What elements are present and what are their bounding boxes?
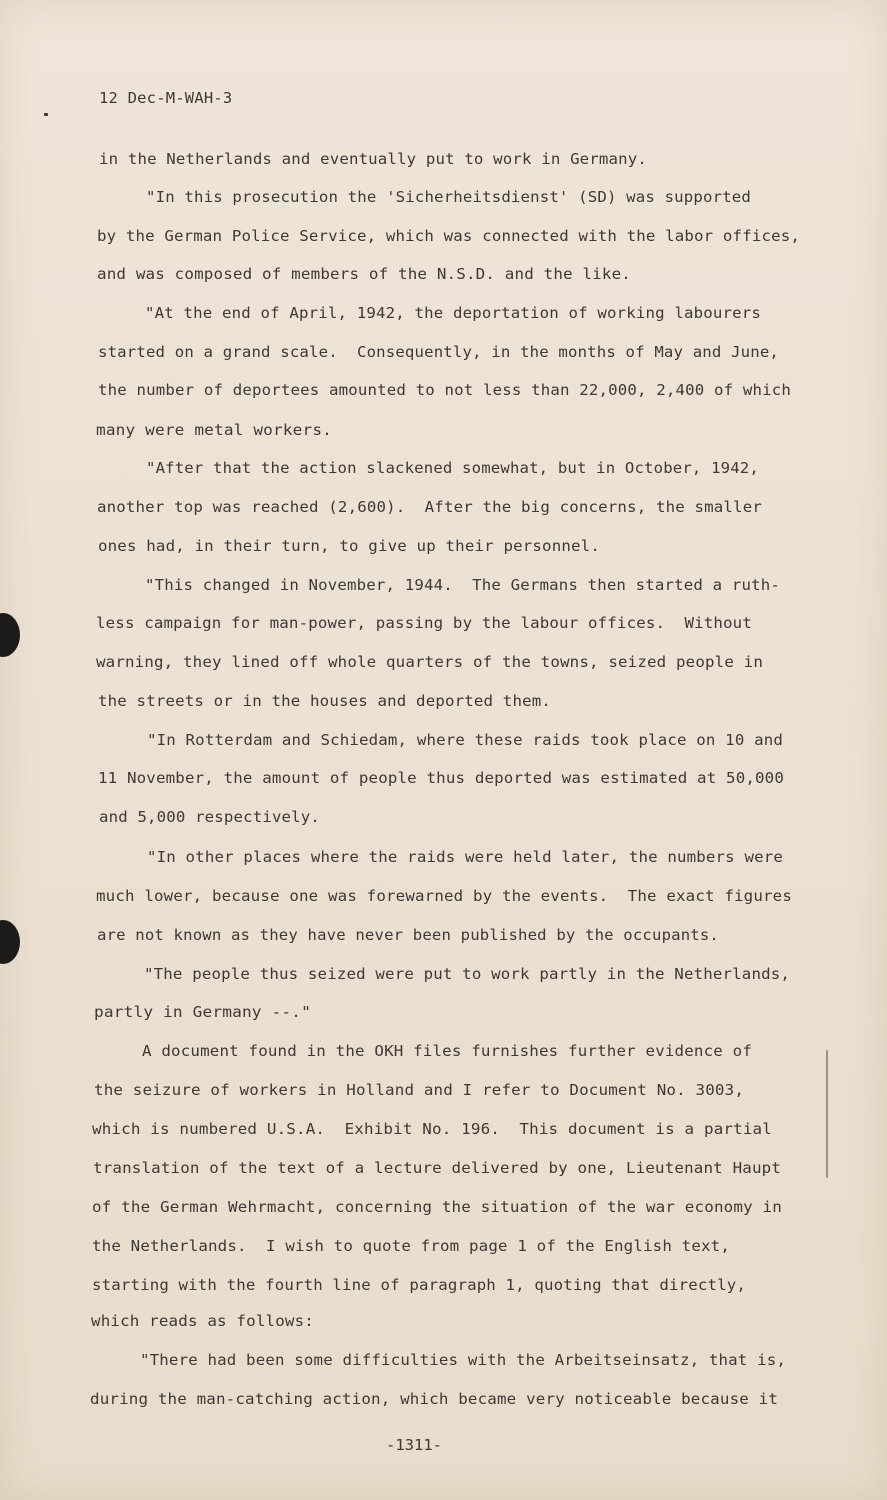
text-line-27: translation of the text of a lecture delivered by one, Lieutenant Haupt xyxy=(93,1159,782,1177)
text-line-26: which is numbered U.S.A. Exhibit No. 196. This document is a partial xyxy=(92,1120,772,1138)
text-line-1: in the Netherlands and eventually put to work in Germany. xyxy=(99,150,647,168)
text-line-20: much lower, because one was forewarned by the events. The exact figures xyxy=(96,887,793,905)
text-line-15: the streets or in the houses and deported them. xyxy=(98,692,552,710)
text-line-16: "In Rotterdam and Schiedam, where these raids took place on 10 and xyxy=(147,731,784,749)
text-line-8: many were metal workers. xyxy=(96,421,332,439)
text-line-25: the seizure of workers in Holland and I refer to Document No. 3003, xyxy=(94,1081,745,1099)
page-number: -1311- xyxy=(386,1436,442,1454)
punch-hole-upper xyxy=(0,613,20,657)
punch-hole-lower xyxy=(0,920,20,964)
text-line-9: "After that the action slackened somewhat, but in October, 1942, xyxy=(146,459,759,477)
margin-pencil-mark xyxy=(826,1050,828,1178)
text-line-32: "There had been some difficulties with the Arbeitseinsatz, that is, xyxy=(140,1351,787,1369)
margin-speck xyxy=(44,113,48,116)
text-line-11: ones had, in their turn, to give up their personnel. xyxy=(98,537,600,555)
text-line-13: less campaign for man-power, passing by the labour offices. Without xyxy=(96,614,752,632)
text-line-18: and 5,000 respectively. xyxy=(99,808,320,826)
text-line-30: starting with the fourth line of paragraph 1, quoting that directly, xyxy=(92,1276,746,1294)
text-line-31: which reads as follows: xyxy=(91,1312,315,1330)
text-line-21: are not known as they have never been published by the occupants. xyxy=(97,926,719,944)
text-line-23: partly in Germany --." xyxy=(94,1003,311,1021)
text-line-17: 11 November, the amount of people thus deported was estimated at 50,000 xyxy=(98,769,785,787)
text-line-14: warning, they lined off whole quarters of the towns, seized people in xyxy=(96,653,764,671)
text-line-10: another top was reached (2,600). After the big concerns, the smaller xyxy=(97,498,762,516)
text-line-33: during the man-catching action, which became very noticeable because it xyxy=(90,1390,779,1408)
text-line-6: started on a grand scale. Consequently, in the months of May and June, xyxy=(98,343,780,361)
text-line-24: A document found in the OKH files furnishes further evidence of xyxy=(142,1042,753,1060)
text-line-4: and was composed of members of the N.S.D. and the like. xyxy=(97,265,632,283)
text-line-22: "The people thus seized were put to work partly in the Netherlands, xyxy=(144,965,791,983)
text-line-2: "In this prosecution the 'Sicherheitsdienst' (SD) was supported xyxy=(146,188,752,206)
text-line-12: "This changed in November, 1944. The Germans then started a ruth- xyxy=(145,576,781,594)
text-line-7: the number of deportees amounted to not less than 22,000, 2,400 of which xyxy=(98,381,792,399)
text-line-28: of the German Wehrmacht, concerning the situation of the war economy in xyxy=(92,1198,782,1216)
text-line-5: "At the end of April, 1942, the deportation of working labourers xyxy=(145,304,762,322)
text-line-19: "In other places where the raids were held later, the numbers were xyxy=(147,848,784,866)
page-header-reference: 12 Dec-M-WAH-3 xyxy=(99,89,233,107)
text-line-29: the Netherlands. I wish to quote from page 1 of the English text, xyxy=(92,1237,731,1255)
text-line-3: by the German Police Service, which was connected with the labor offices, xyxy=(97,227,800,245)
